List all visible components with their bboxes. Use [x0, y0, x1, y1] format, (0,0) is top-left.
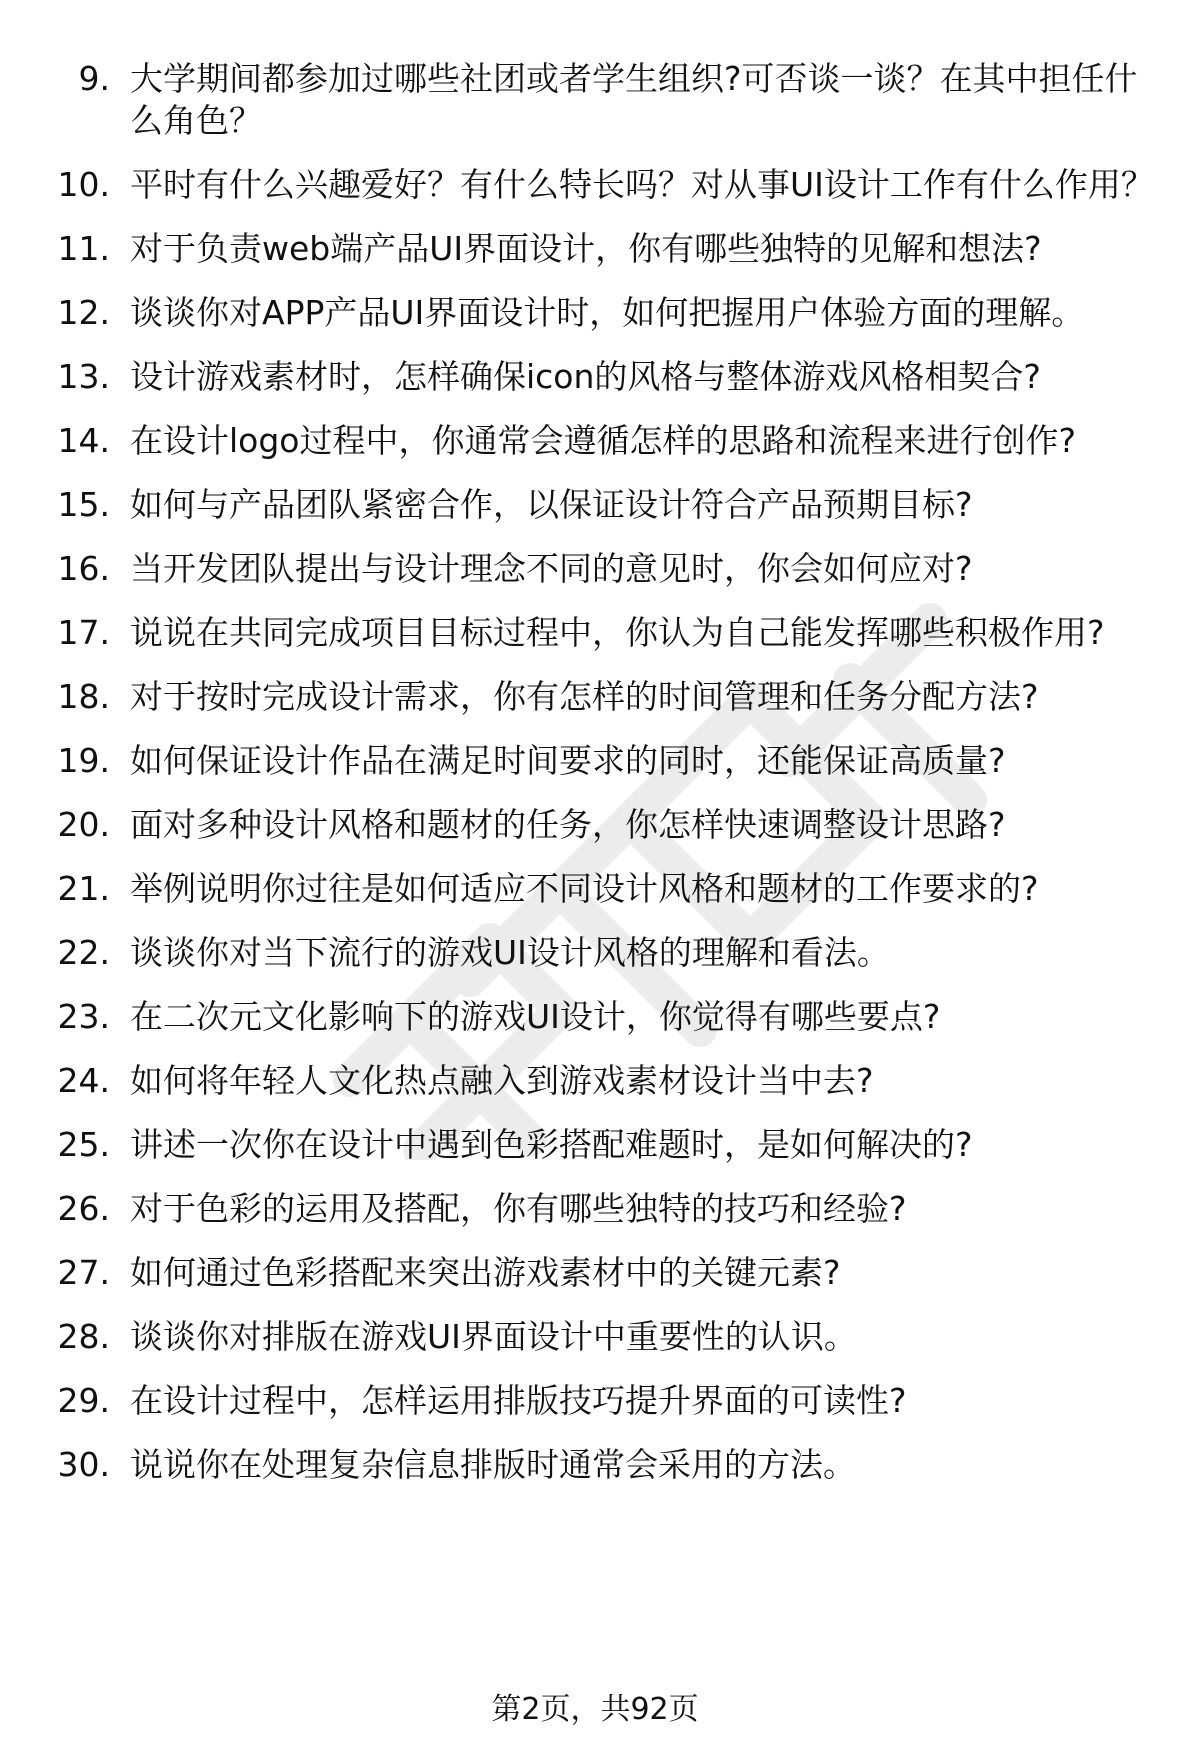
question-item [52, 1060, 1162, 1102]
question-item [52, 1252, 1162, 1294]
question-item [52, 1444, 1162, 1486]
question-item [52, 868, 1162, 910]
question-text: 面对多种设计风格和题材的任务，你怎样快速调整设计思路? [130, 805, 1006, 844]
question-item [52, 356, 1162, 398]
question-item [52, 420, 1162, 462]
question-text: 对于负责web端产品UI界面设计，你有哪些独特的见解和想法? [130, 229, 1042, 268]
question-number: 19. [57, 741, 110, 780]
question-text: 说说你在处理复杂信息排版时通常会采用的方法。 [130, 1445, 856, 1484]
question-text: 如何保证设计作品在满足时间要求的同时，还能保证高质量? [130, 741, 1006, 780]
question-text: 设计游戏素材时，怎样确保icon的风格与整体游戏风格相契合? [130, 357, 1041, 396]
question-number: 18. [57, 677, 110, 716]
question-text: 对于按时完成设计需求，你有怎样的时间管理和任务分配方法? [130, 677, 1039, 716]
question-number: 14. [57, 421, 110, 460]
question-number: 13. [57, 357, 110, 396]
question-number: 26. [57, 1189, 110, 1228]
question-number: 17. [57, 613, 110, 652]
question-number: 23. [57, 997, 110, 1036]
question-number: 22. [57, 933, 110, 972]
question-text: 举例说明你过往是如何适应不同设计风格和题材的工作要求的? [130, 869, 1039, 908]
question-number: 16. [57, 549, 110, 588]
question-number: 20. [57, 805, 110, 844]
question-text: 大学期间都参加过哪些社团或者学生组织?可否谈一谈？在其中担任什么角色？ [130, 59, 1138, 140]
question-number: 11. [57, 229, 110, 268]
question-item [52, 548, 1162, 590]
question-text: 如何通过色彩搭配来突出游戏素材中的关键元素? [130, 1253, 841, 1292]
question-item [52, 164, 1162, 206]
question-item [52, 1124, 1162, 1166]
question-text: 谈谈你对排版在游戏UI界面设计中重要性的认识。 [130, 1317, 857, 1356]
question-number: 29. [57, 1381, 110, 1420]
question-text: 在设计过程中，怎样运用排版技巧提升界面的可读性? [130, 1381, 907, 1420]
question-number: 9. [78, 59, 110, 98]
question-item [52, 484, 1162, 526]
question-text: 在设计logo过程中，你通常会遵循怎样的思路和流程来进行创作? [130, 421, 1077, 460]
question-text: 讲述一次你在设计中遇到色彩搭配难题时，是如何解决的? [130, 1125, 973, 1164]
question-number: 30. [57, 1445, 110, 1484]
question-item [52, 612, 1162, 654]
question-text: 如何将年轻人文化热点融入到游戏素材设计当中去? [130, 1061, 874, 1100]
question-item [52, 676, 1162, 718]
question-item [52, 228, 1162, 270]
question-item [52, 292, 1162, 334]
question-item [52, 740, 1162, 782]
question-number: 10. [57, 165, 110, 204]
question-item [52, 1380, 1162, 1422]
question-text: 对于色彩的运用及搭配，你有哪些独特的技巧和经验? [130, 1189, 907, 1228]
question-text: 谈谈你对当下流行的游戏UI设计风格的理解和看法。 [130, 933, 890, 972]
question-number: 25. [57, 1125, 110, 1164]
question-number: 27. [57, 1253, 110, 1292]
question-number: 24. [57, 1061, 110, 1100]
question-item [52, 58, 1162, 142]
question-text: 在二次元文化影响下的游戏UI设计，你觉得有哪些要点? [130, 997, 941, 1036]
question-number: 15. [57, 485, 110, 524]
question-item [52, 1188, 1162, 1230]
question-list [52, 58, 1162, 1508]
question-item [52, 932, 1162, 974]
page-footer: 第2页，共92页 [491, 1692, 699, 1727]
question-text: 平时有什么兴趣爱好？有什么特长吗？对从事UI设计工作有什么作用？ [130, 165, 1154, 204]
question-text: 当开发团队提出与设计理念不同的意见时，你会如何应对? [130, 549, 973, 588]
question-text: 谈谈你对APP产品UI界面设计时，如何把握用户体验方面的理解。 [130, 293, 1085, 332]
question-number: 21. [57, 869, 110, 908]
question-text: 如何与产品团队紧密合作，以保证设计符合产品预期目标? [130, 485, 973, 524]
question-number: 28. [57, 1317, 110, 1356]
question-item [52, 1316, 1162, 1358]
question-item [52, 996, 1162, 1038]
question-item [52, 804, 1162, 846]
question-number: 12. [57, 293, 110, 332]
question-text: 说说在共同完成项目目标过程中，你认为自己能发挥哪些积极作用? [130, 613, 1105, 652]
